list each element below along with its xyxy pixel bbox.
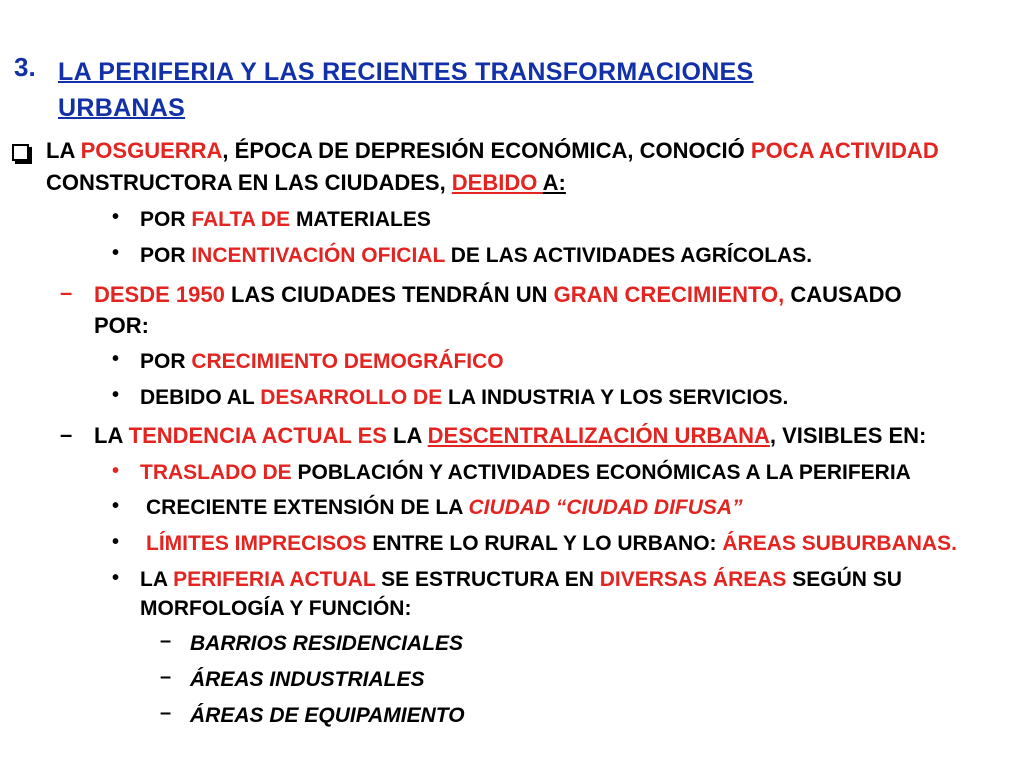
title-line-1: LA PERIFERIA Y LAS RECIENTES TRANSFORMACIONES [58,58,754,86]
dash-item-desde-1950-line-1: DESDE 1950 LAS CIUDADES TENDRÁN UN GRAN CRECIMIENTO, CAUSADO [94,282,902,307]
title-line-2: URBANAS [58,94,186,122]
list-item-incentivacion: POR INCENTIVACIÓN OFICIAL DE LAS ACTIVIDADES AGRÍCOLAS. [140,244,813,267]
bullet-icon: • [112,495,120,517]
page-title [58,54,1018,126]
dash-icon: – [160,702,172,724]
sub-item-barrios: BARRIOS RESIDENCIALES [190,632,464,655]
bullet-icon: • [112,206,120,228]
dash-item-tendencia: LA TENDENCIA ACTUAL ES LA DESCENTRALIZACIÓN URBANA, VISIBLES EN: [94,423,927,448]
list-item-crecimiento-demografico: POR CRECIMIENTO DEMOGRÁFICO [140,350,504,373]
dash-icon: – [160,630,172,652]
bullet-icon: • [112,460,120,482]
list-item-ciudad-difusa: CRECIENTE EXTENSIÓN DE LA CIUDAD “CIUDAD DIFUSA” [146,496,743,519]
bullet-icon: • [112,531,120,553]
bullet-icon: • [112,384,120,406]
checkbox-bullet-icon [12,144,29,161]
bullet-icon: • [112,567,120,589]
section-number: 3. [14,52,36,82]
list-item-desarrollo: DEBIDO AL DESARROLLO DE LA INDUSTRIA Y LOS SERVICIOS. [140,386,789,409]
list-item-traslado: TRASLADO DE POBLACIÓN Y ACTIVIDADES ECONÓMICAS A LA PERIFERIA [140,461,911,484]
sub-item-equipamiento: ÁREAS DE EQUIPAMIENTO [190,704,465,727]
list-item-periferia-actual-line-2: MORFOLOGÍA Y FUNCIÓN: [140,597,412,620]
paragraph-posguerra-line-2: CONSTRUCTORA EN LAS CIUDADES, DEBIDO A: [46,170,566,195]
dash-icon: – [160,666,172,688]
bullet-icon: • [112,242,120,264]
sub-item-industriales: ÁREAS INDUSTRIALES [190,668,425,691]
dash-icon: – [60,280,73,305]
paragraph-posguerra-line-1: LA POSGUERRA, ÉPOCA DE DEPRESIÓN ECONÓMICA, CONOCIÓ POCA ACTIVIDAD [46,138,939,163]
dash-item-desde-1950-line-2: POR: [94,313,149,338]
bullet-icon: • [112,348,120,370]
list-item-periferia-actual-line-1: LA PERIFERIA ACTUAL SE ESTRUCTURA EN DIVERSAS ÁREAS SEGÚN SU [140,568,902,591]
list-item-limites: LÍMITES IMPRECISOS ENTRE LO RURAL Y LO URBANO: ÁREAS SUBURBANAS. [146,532,957,555]
list-item-falta-materiales: POR FALTA DE MATERIALES [140,208,431,231]
dash-icon: – [60,422,73,447]
